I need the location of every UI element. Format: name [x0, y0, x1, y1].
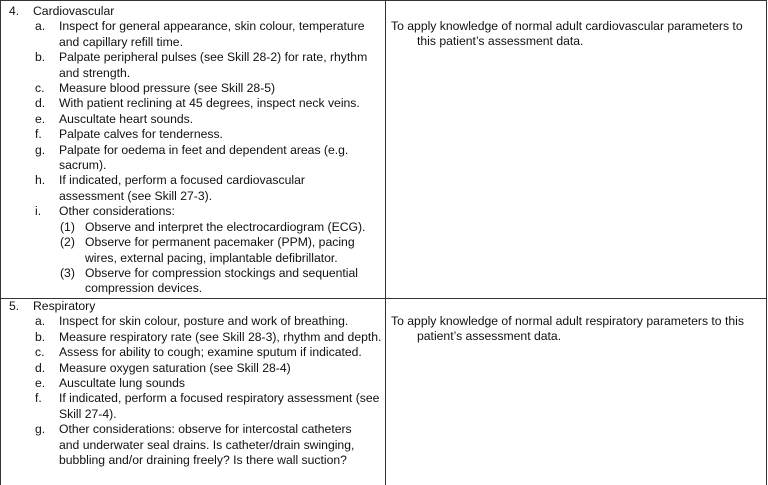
item-text: Other considerations: observe for intercostal catheters and underwater seal drains. Is catheter/drain swinging, bubbling and/or draining freely? Is there wall suction?: [59, 422, 355, 468]
item-text: Assess for ability to cough; examine sputum if indicated.: [59, 345, 362, 360]
section-respiratory: [0, 299, 385, 468]
sub-item-label: (1): [60, 219, 75, 234]
sub-item-label: (3): [60, 265, 75, 280]
rationale-text: [391, 314, 765, 345]
item-label: g.: [35, 422, 46, 437]
list-item: [0, 50, 385, 81]
item-text: Auscultate lung sounds: [59, 376, 186, 391]
sub-item-label: (2): [60, 235, 75, 250]
sub-item-text: Observe for permanent pacemaker (PPM), pacing wires, external pacing, implantable defibrillator.: [85, 235, 355, 265]
item-label: c.: [35, 345, 45, 360]
list-item: [0, 314, 385, 329]
item-label: h.: [35, 173, 46, 188]
item-label: c.: [35, 81, 45, 96]
item-label: f.: [35, 391, 42, 406]
item-text: Other considerations:: [59, 204, 175, 219]
sub-item-text: Observe and interpret the electrocardiogram (ECG).: [85, 219, 366, 234]
item-text: Measure respiratory rate (see Skill 28-3), rhythm and depth.: [59, 329, 382, 344]
item-label: e.: [35, 111, 46, 126]
item-label: b.: [35, 50, 46, 65]
section-number: 5.: [9, 299, 20, 313]
item-text: Inspect for general appearance, skin colour, temperature and capillary refill time.: [59, 19, 365, 49]
item-label: b.: [35, 329, 46, 344]
item-label: a.: [35, 314, 46, 329]
list-item: [0, 391, 385, 422]
item-label: i.: [35, 204, 42, 219]
list-item: [0, 127, 385, 142]
rationale-line-1: To apply knowledge of normal adult respiratory parameters to this: [391, 314, 744, 328]
list-item: [0, 112, 385, 127]
item-text: With patient reclining at 45 degrees, inspect neck veins.: [59, 96, 360, 111]
rationale-text: [391, 19, 765, 50]
list-item: [0, 361, 385, 376]
list-item: [0, 19, 385, 50]
list-item: [0, 376, 385, 391]
section-title: Cardiovascular: [33, 4, 115, 18]
item-label: f.: [35, 127, 42, 142]
list-item: [0, 81, 385, 96]
rationale-line-1: To apply knowledge of normal adult cardiovascular parameters to: [391, 19, 743, 33]
item-text: Measure blood pressure (see Skill 28-5): [59, 81, 276, 96]
list-item: [0, 96, 385, 111]
column-divider: [385, 0, 386, 485]
item-text: Palpate peripheral pulses (see Skill 28-2) for rate, rhythm and strength.: [59, 50, 368, 80]
sub-item: [0, 235, 385, 266]
item-label: d.: [35, 360, 46, 375]
item-text: If indicated, perform a focused respiratory assessment (see Skill 27-4).: [59, 391, 380, 421]
item-label: e.: [35, 376, 46, 391]
item-label: d.: [35, 96, 46, 111]
section-title: Respiratory: [33, 299, 96, 313]
section-number: 4.: [9, 4, 20, 18]
list-item: [0, 330, 385, 345]
list-item: [0, 143, 385, 174]
list-item: [0, 422, 385, 468]
section-heading: [0, 299, 385, 314]
item-text: Auscultate heart sounds.: [59, 111, 194, 126]
item-text: If indicated, perform a focused cardiovascular assessment (see Skill 27-3).: [59, 173, 305, 203]
item-text: Inspect for skin colour, posture and work of breathing.: [59, 314, 349, 329]
list-item: [0, 345, 385, 360]
item-text: Palpate calves for tenderness.: [59, 127, 223, 142]
rationale-respiratory: [391, 314, 765, 345]
rationale-line-2: patient’s assessment data.: [417, 329, 562, 344]
item-text: Palpate for oedema in feet and dependent areas (e.g. sacrum).: [59, 142, 349, 173]
rationale-cardiovascular: [391, 19, 765, 50]
list-item: [0, 204, 385, 219]
sub-item: [0, 220, 385, 235]
section-cardiovascular: [0, 4, 385, 297]
list-item: [0, 173, 385, 204]
item-text: Measure oxygen saturation (see Skill 28-4): [59, 360, 291, 375]
sub-item-text: Observe for compression stockings and sequential compression devices.: [85, 265, 359, 296]
sub-item: [0, 266, 385, 297]
rationale-line-2: this patient’s assessment data.: [417, 34, 584, 49]
section-heading: [0, 4, 385, 19]
item-label: g.: [35, 142, 46, 157]
item-label: a.: [35, 19, 46, 34]
